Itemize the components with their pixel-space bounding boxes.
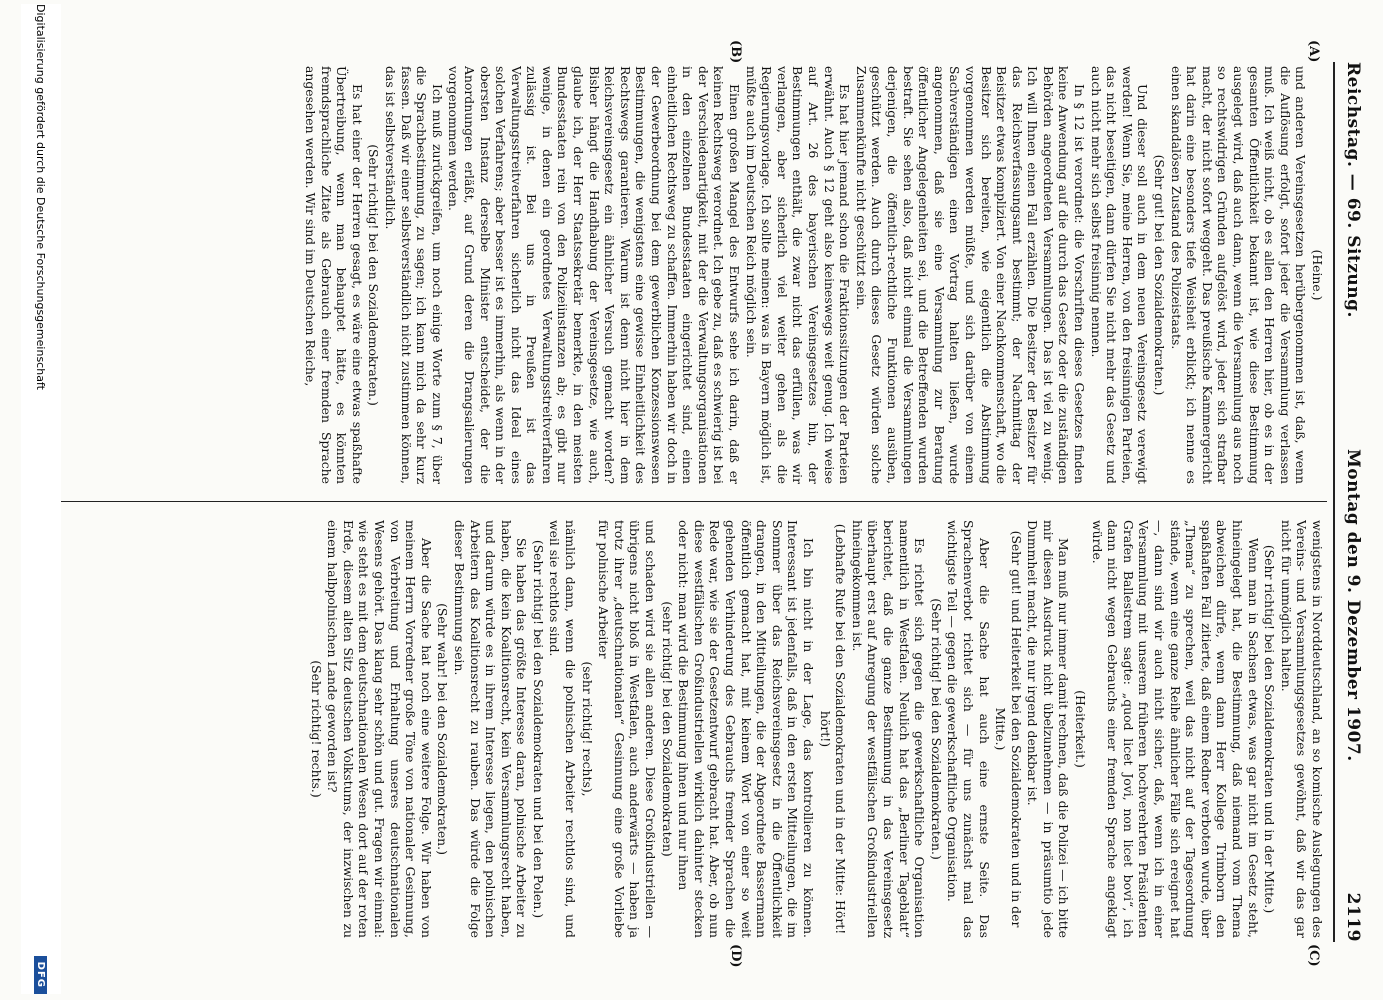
paragraph: Wenn man in Sachsen etwas, was gar nicht im Gesetz steht, hineingelegt hat, die Bestimmung, daß niemand vom Thema abweichen dürfe, wenn dann Herr Kollege Trimborn den spaßhaften Fall zitierte, daß einem Redner verboten wurde, über „Thema“ zu sprechen, weil das nicht auf der Tagesordnung stände, wenn eine ganze Reihe ähnlicher Fälle sich ereignet hat —, dann sind wir auch nicht sicher, daß, wenn ich in einer Versammlung mit unserem früheren hochverehrten Präsidenten Grafen Ballestrem sagte: „quod licet Jovi, non licet bovi“, ich dann nicht wegen Gebrauchs einer fremden Sprache angeklagt würde.	[1089, 520, 1261, 938]
paragraph: Ich muß zurückgreifen, um noch einige Worte zum § 7, über die Sprachbestimmung, zu sagen; ich kann mich da sehr kurz fassen. Daß wir einer selbstverständlich nicht zustimmen können, das ist selbstverständlich.	[382, 66, 445, 484]
interjection: (Sehr gut! bei den Sozialdemokraten.)	[1152, 154, 1168, 396]
interjection: (Sehr richtig! bei den Sozialdemokraten und in der Mitte.)	[1262, 544, 1278, 914]
paragraph: In § 12 ist verordnet: die Vorschriften dieses Gesetzes finden keine Anwendung auf die durch das Gesetz oder die zuständigen Behörden angeordneten Versammlungen. Das ist viel zu wenig. Ich will Ihnen einen Fall erzählen. Die Besitzer der Besitzer für das Reichsverfassungsamt bestimmt; der Nachmittag der Beisitzer etwas kompliziert. Von einer Nachkommenschaft, wo die Besitzer sich bereiten, wie eigentlich die Abstimmung vorgenommen werden müßte, und sich darüber von einem Sachverständigen einen Vortrag halten ließen, wurde angenommen, daß sie eine Versammlung zur Beratung öffentlicher Angelegenheiten sei, und die Betreffenden wurden bestraft. Sie sehen also, daß nicht einmal die Versammlungen derjenigen, die öffentlich-rechtliche Funktionen ausüben, geschützt werden. Auch durch dieses Gesetz würden solche Zusammenkünfte nicht geschützt sein.	[853, 66, 1088, 484]
interjection: (sehr richtig! rechts),	[579, 661, 595, 797]
page-number: 2119	[1343, 892, 1363, 942]
paragraph: wenigstens in Norddeutschland, an so komische Auslegungen des Vereins- und Versammlungsgesetzes gewöhnt, daß wir das gar nicht für unmöglich halten.	[1278, 520, 1325, 938]
digitization-credit	[21, 4, 61, 994]
paragraph: Und dieser soll auch in dem neuen Vereinsgesetz verewigt werden! Wenn Sie, meine Herren, von den freisinnigen Parteien, das nicht beseitigen, dann dürfen Sie nicht mehr das Gesetz und auch nicht mehr sich selbst freisinnig nennen.	[1088, 66, 1151, 484]
header-rule	[1333, 62, 1335, 942]
paragraph: Sie haben das größte Interesse daran, polnische Arbeiter zu haben, die kein Koalitionsrecht, kein Versammlungsrecht haben, und darum würde es in ihrem Interesse liegen, den polnischen Arbeitern das Koalitionsrecht zu rauben. Das würde die Folge dieser Bestimmung sein.	[451, 520, 530, 938]
margin-marker-c: (C)	[1306, 944, 1321, 967]
credit-text: Digitalisierung gefördert durch die Deutsche Forschungsgemeinschaft	[34, 4, 48, 390]
paragraph: Es hat hier jemand schon die Fraktionssitzungen der Parteien erwähnt. Auch § 12 geht also keineswegs weit genug. Ich weise auf Art. 26 des bayerischen Vereinsgesetzes hin, der Bestimmungen enthält, die zwar nicht das erfüllen, was wir verlangen, aber sicherlich viel weiter gehen als die Regierungsvorlage. Ich sollte meinen: was in Bayern möglich ist, müßte auch im Deutschen Reich möglich sein.	[743, 66, 853, 484]
interjection: (Sehr richtig! bei den Sozialdemokraten und bei den Polen.)	[530, 539, 546, 919]
paragraph: Einen großen Mangel des Entwurfs sehe ich darin, daß er keinen Rechtsweg verordnet. Ich gebe zu, daß es schwierig ist bei der Verschiedenartigkeit, mit der die Verwaltungsorganisationen in den einzelnen Bundesstaaten eingerichtet sind, einen einheitlichen Rechtsweg zu schaffen. Immerhin haben wir doch in der Gewerbeordnung bei dem gewerblichen Konzessionswesen Bestimmungen, die wenigstens eine gewisse Einheitlichkeit des Rechtswegs garantieren. Warum ist denn nicht hier in dem Reichsvereinsgesetz ein ähnlicher Versuch gemacht worden? Bisher hängt die Handhabung der Vereinsgesetze, wie auch, glaube ich, der Herr Staatssekretär bemerkte, in den meisten Bundesstaaten rein von den Polizeiinstanzen ab; es gibt nur wenige, in denen ein geordnetes Verwaltungsstreitverfahren zulässig ist. Bei uns in Preußen ist das Verwaltungsstreitverfahren sicherlich nicht das Ideal eines solchen Verfahrens; aber besser ist es immerhin, als wenn in der obersten Instanz derselbe Minister entscheidet, der die Anordnungen erläßt, auf Grund deren die Drangsalierungen vorgenommen werden.	[446, 66, 743, 484]
margin-marker-d: (D)	[728, 944, 743, 968]
paragraph: Man muß nur immer damit rechnen, daß die Polizei — ich bitte mir diesen Ausdruck nicht übelzunehmen — in präsumtio jede Dummheit macht, die nur irgend denkbar ist.	[1025, 520, 1072, 938]
paragraph: und anderen Vereinsgesetzen herübergenommen ist, daß, wenn die Auflösung erfolgt, sofort jeder die Versammlung verlassen muß. Ich weiß nicht, ob es allen den Herren hier, ob es in der gesamten Öffentlichkeit bekannt ist, wie diese Bestimmung ausgelegt wird, daß auch dann, wenn die Versammlung aus noch so rechtswidrigen Gründen aufgelöst wird, jeder sich strafbar macht, der nicht sofort weggeht. Das preußische Kammergericht hat darin eine besonders tiefe Weisheit erblickt; ich nenne es einen skandalösen Zustand des Polizeistaats.	[1168, 66, 1309, 484]
paragraph: Aber die Sache hat noch eine weitere Folge. Wir haben von meinem Herrn Vorredner große Töne von nationaler Gesinnung, von Verbreitung und Erhaltung unseres deutschnationalen Wesens gehört. Das klang sehr schön und gut. Fragen wir einmal: wie steht es mit dem deutschnationalen Wesen dort auf der roten Erde, diesem alten Sitz deutschen Volkstums, der inzwischen zu einem halbpolnischen Lande geworden ist?	[325, 520, 434, 938]
interjection: (Sehr richtig! bei den Sozialdemokraten.)	[366, 144, 382, 406]
header-left: Reichstag. — 69. Sitzung.	[1343, 62, 1363, 318]
dfg-logo-icon: DFG	[35, 956, 48, 994]
interjection: (Sehr wahr! bei den Sozialdemokraten.)	[435, 603, 451, 855]
left-column	[25, 66, 1325, 484]
paragraph: Aber die Sache hat auch eine ernste Seite. Das Sprachenverbot richtet sich — für uns zunächst mal das wichtigste Teil — gegen die gewerkschaftliche Organisation.	[945, 520, 992, 938]
margin-marker-a: (A)	[1306, 40, 1321, 63]
paragraph: Es richtet sich gegen die gewerkschaftliche Organisation namentlich in Westfalen. Neulich hat das „Berliner Tageblatt“ berichtet, daß die ganze Bestimmung in das Vereinsgesetz überhaupt erst auf Anregung der westfälischen Großindustriellen hineingekommen ist.	[849, 520, 928, 938]
column-divider	[37, 501, 1327, 502]
paragraph: Ich bin nicht in der Lage, das kontrollieren zu können. Interessant ist jedenfalls, daß in den ersten Mitteilungen, die im Sommer über das Reichsvereinsgesetz in die Öffentlichkeit drangen, in den Mitteilungen, die der Abgeordnete Bassermann öffentlich gemacht hat, mit keinem Wort von einer so weit gehenden Verhinderung des Gebrauchs fremder Sprachen die Rede war, wie sie der Gesetzentwurf gebracht hat. Aber, ob nun diese westfälischen Großindustriellen wirklich dahinter stecken oder nicht: man wird die Bestimmung ihnen und nur ihnen	[676, 520, 816, 938]
page-header	[1341, 62, 1365, 942]
right-column	[25, 520, 1325, 938]
margin-marker-b: (B)	[728, 40, 743, 64]
interjection: (Lebhafte Rufe bei den Sozialdemokraten und in der Mitte: Hört! hört!)	[817, 523, 849, 935]
paragraph: und schaden wird sie allen anderen. Diese Großindustriellen — übrigens nicht bloß in Westfalen, auch anderwärts — haben ja trotz ihrer „deutschnationalen“ Gesinnung eine große Vorliebe für polnische Arbeiter	[596, 520, 659, 938]
paragraph: nämlich dann, wenn die polnischen Arbeiter rechtlos sind, und weil sie rechtlos sind.	[547, 520, 579, 938]
interjection: (Heiterkeit.)	[1073, 690, 1089, 768]
interjection: (Sehr richtig! rechts.)	[308, 660, 324, 798]
paragraph: Es hat einer der Herren gesagt, es wäre eine etwas spaßhafte Übertreibung, wenn man behauptet hätte, es könnten fremdsprachliche Zitate als Gebrauch einer fremden Sprache angesehen werden. Wir sind im Deutschen Reiche,	[303, 66, 365, 484]
interjection: (Sehr gut! und Heiterkeit bei den Sozialdemokraten und in der Mitte.)	[993, 530, 1024, 928]
header-date: Montag den 9. Dezember 1907.	[1343, 448, 1363, 762]
interjection: (sehr richtig! bei den Sozialdemokraten)	[659, 601, 675, 857]
interjection: (Heine.)	[1310, 249, 1325, 301]
interjection: (Sehr richtig! bei den Sozialdemokraten.)	[928, 598, 944, 860]
